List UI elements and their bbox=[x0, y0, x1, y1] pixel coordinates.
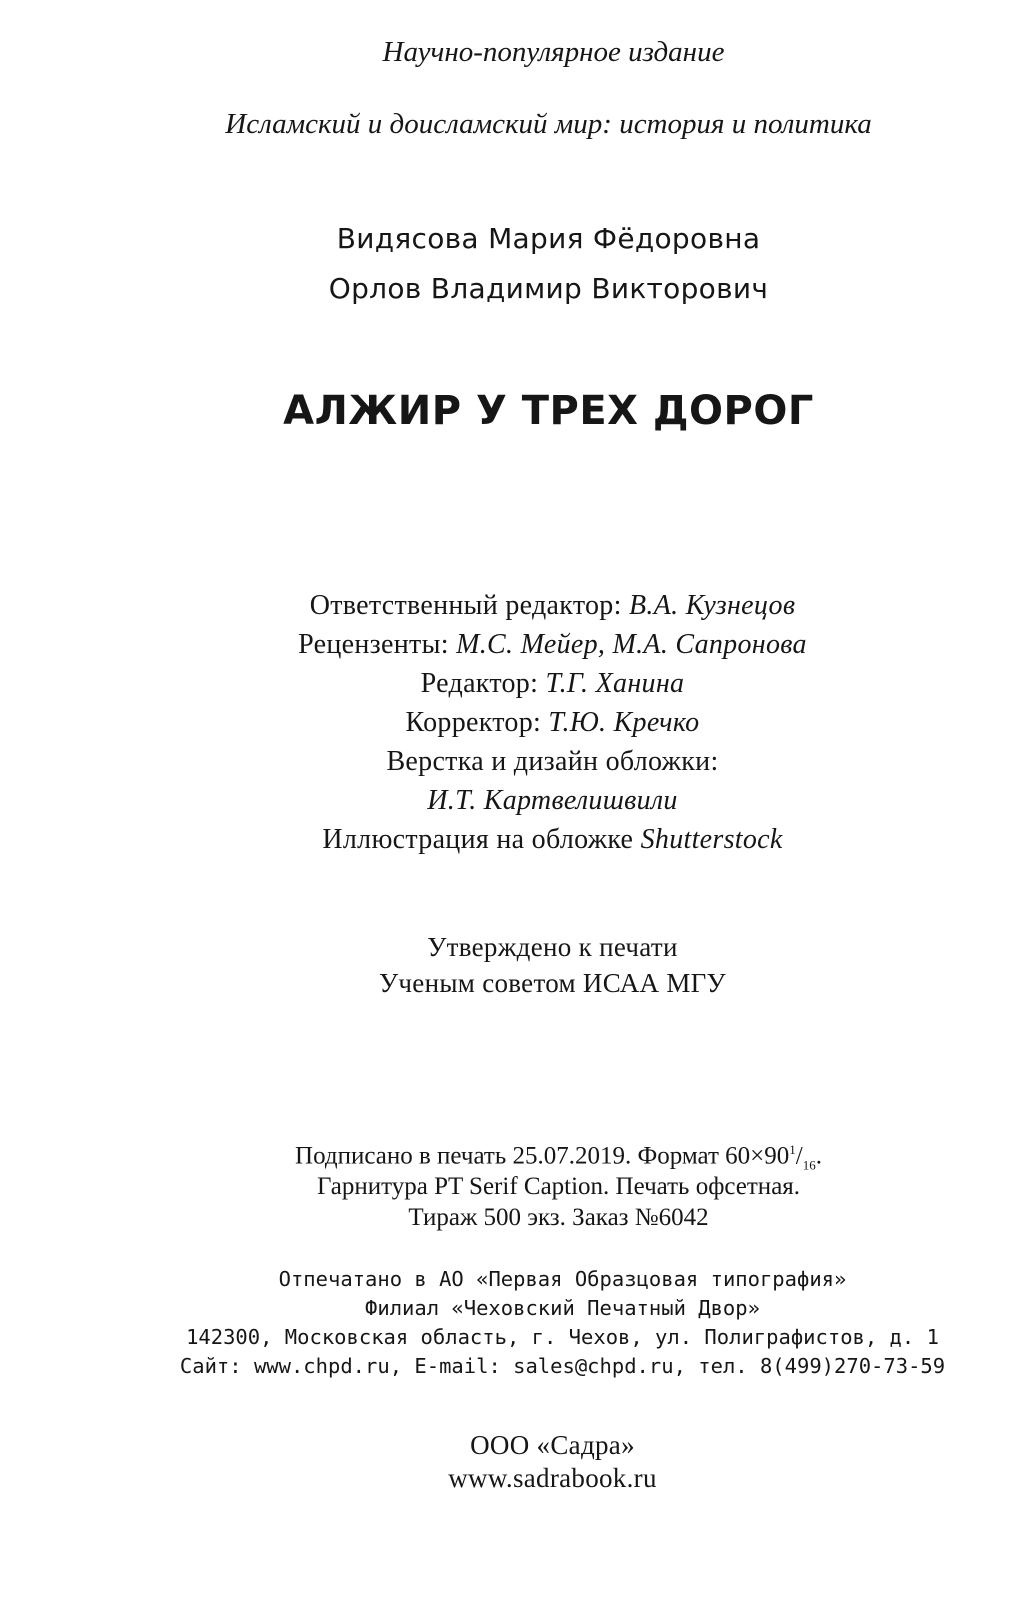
credit-illustration bbox=[46, 824, 1013, 856]
credit-executive-editor bbox=[46, 590, 1013, 622]
credit-layout-person: И.Т. Картвелишвили bbox=[427, 785, 678, 816]
printer-line-2: Филиал «Чеховский Печатный Двор» bbox=[365, 1296, 760, 1320]
credit-label: Ответственный редактор: bbox=[309, 590, 622, 621]
credit-label: Рецензенты: bbox=[298, 629, 449, 660]
credit-person: В.А. Кузнецов bbox=[628, 590, 796, 621]
imprint-signed: Подписано в печать 25.07.2019. Формат $60\times 90^1/_{16}$. bbox=[295, 1142, 822, 1173]
printer-line-4: Сайт: www.chpd.ru, E-mail: sales@chpd.ru, тел. 8(499)270-73-59 bbox=[179, 1354, 946, 1378]
credit-person: Т.Г. Ханина bbox=[545, 668, 685, 699]
imprint-run: Тираж 500 экз. Заказ №6042 bbox=[408, 1204, 709, 1231]
format-numerator: 1 bbox=[789, 1142, 796, 1157]
imprint-signed-text: Подписано в печать 25.07.2019. Формат 60×90 bbox=[295, 1142, 790, 1170]
credit-label: Иллюстрация на обложке bbox=[322, 824, 634, 855]
approval-line-2: Ученым советом ИСАА МГУ bbox=[379, 968, 726, 998]
credit-editor bbox=[46, 668, 1013, 700]
imprint-typeface: Гарнитура PT Serif Caption. Печать офсетная. bbox=[316, 1173, 801, 1200]
author-1: Видясова Мария Фёдоровна bbox=[336, 222, 761, 255]
credit-person: Т.Ю. Кречко bbox=[548, 707, 700, 738]
credit-label: Корректор: bbox=[405, 707, 542, 738]
credit-source: Shutterstock bbox=[640, 824, 783, 855]
credit-layout-label: Верстка и дизайн обложки: bbox=[386, 746, 719, 777]
credit-reviewers bbox=[46, 629, 1013, 661]
credit-proofreader bbox=[46, 707, 1013, 739]
format-denominator: 16 bbox=[802, 1157, 816, 1173]
publisher-name: ООО «Садра» bbox=[470, 1430, 635, 1460]
series-title: Исламский и доисламский мир: история и политика bbox=[225, 108, 872, 140]
imprint-signed-end: . bbox=[815, 1142, 822, 1170]
book-title: АЛЖИР У ТРЕХ ДОРОГ bbox=[283, 388, 814, 434]
credit-label: Редактор: bbox=[420, 668, 539, 699]
printer-line-1: Отпечатано в АО «Первая Образцовая типография» bbox=[278, 1267, 847, 1291]
edition-type: Научно-популярное издание bbox=[382, 36, 725, 68]
author-2: Орлов Владимир Викторович bbox=[328, 272, 769, 305]
publisher-site: www.sadrabook.ru bbox=[448, 1463, 657, 1493]
credit-person: М.С. Мейер, М.А. Сапронова bbox=[456, 629, 807, 660]
approval-line-1: Утверждено к печати bbox=[427, 932, 678, 962]
printer-line-3: 142300, Московская область, г. Чехов, ул. Полиграфистов, д. 1 bbox=[186, 1325, 939, 1349]
